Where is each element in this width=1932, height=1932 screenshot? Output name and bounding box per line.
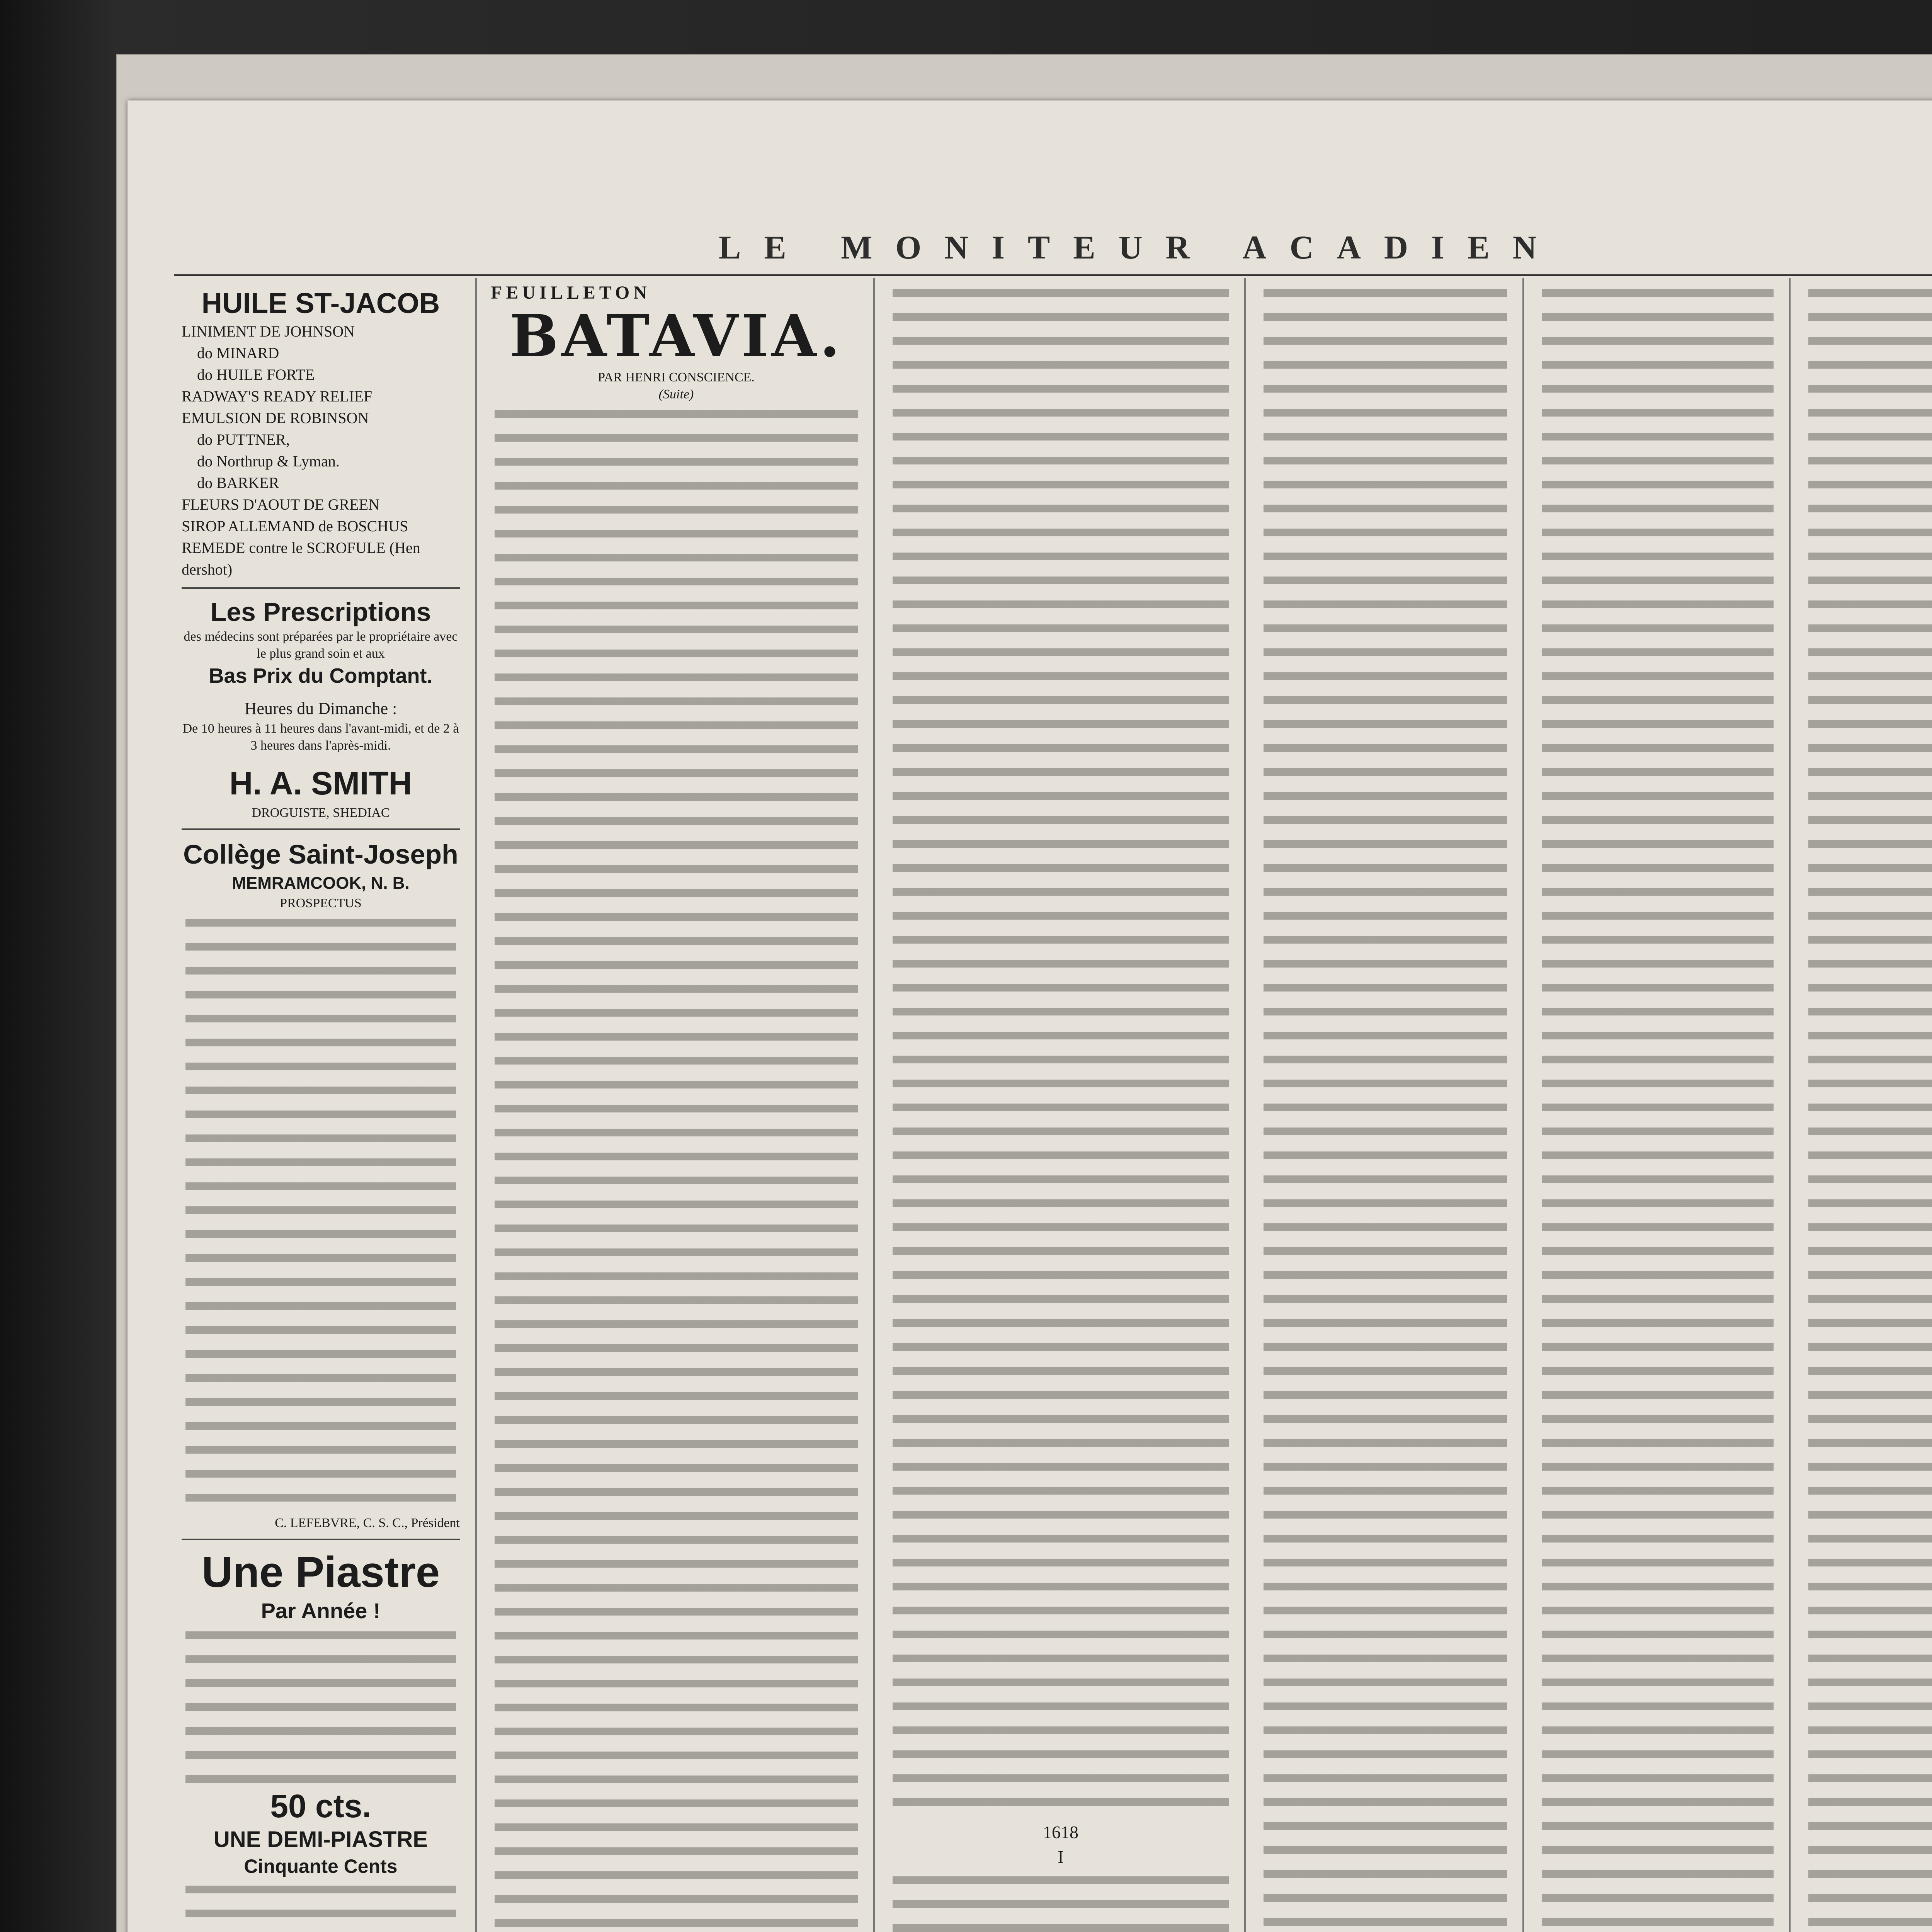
college-prospectus: PROSPECTUS: [280, 896, 362, 910]
feuilleton-text: [893, 1869, 1229, 1932]
column-rule: [1522, 278, 1524, 1932]
feuilleton-text: [1808, 282, 1932, 1932]
chapter-year: 1618: [1043, 1822, 1078, 1842]
masthead: [128, 228, 1932, 270]
hours-title: Heures du Dimanche :: [244, 699, 397, 718]
feuilleton-column-5: [1797, 278, 1932, 1932]
huile-title: HUILE ST-JACOB: [201, 287, 440, 319]
prescriptions-price: Bas Prix du Comptant.: [209, 664, 433, 687]
column-rule: [873, 278, 875, 1932]
college-sign: C. LEFEBVRE, C. S. C., Président: [275, 1516, 460, 1530]
remedy-line: SIROP ALLEMAND de BOSCHUS: [182, 517, 408, 535]
piastre-text: [185, 1624, 456, 1787]
prescriptions-title: Les Prescriptions: [210, 597, 431, 627]
newspaper-page: [128, 100, 1932, 1932]
feuilleton-author: PAR HENRI CONSCIENCE.: [598, 370, 755, 384]
college-title: Collège Saint-Joseph: [183, 839, 458, 869]
feuilleton-text: [1264, 282, 1507, 1932]
piastre-title: Une Piastre: [201, 1548, 440, 1596]
cents-title: 50 cts.: [270, 1788, 371, 1824]
column-rule: [1244, 278, 1246, 1932]
feuilleton-column-2: [881, 278, 1240, 1932]
chapter-number: I: [1058, 1847, 1064, 1867]
piastre-sub: Par Année !: [261, 1599, 381, 1623]
college-place: MEMRAMCOOK, N. B.: [232, 874, 410, 893]
column-rule: [1789, 278, 1791, 1932]
remedy-line: do PUTTNER,: [197, 431, 290, 448]
feuilleton-column-1: [483, 278, 869, 1932]
column-rule: [475, 278, 477, 1932]
remedy-line: do BARKER: [197, 474, 279, 492]
feuilleton-column-3: [1252, 278, 1519, 1932]
remedy-line: LINIMENT DE JOHNSON: [182, 323, 355, 340]
remedy-line: do HUILE FORTE: [197, 366, 315, 383]
remedy-line: REMEDE contre le SCROFULE (Hen dershot): [182, 539, 420, 578]
feuilleton-title: BATAVIA.: [509, 302, 843, 370]
feuilleton-column-4: [1530, 278, 1785, 1932]
cinquante-title: Cinquante Cents: [244, 1855, 398, 1877]
masthead-title: LE MONITEUR ACADIEN: [719, 229, 1560, 266]
feuilleton-text: [495, 403, 858, 1932]
feuilleton-text: [1542, 282, 1774, 1932]
demi-title: UNE DEMI-PIASTRE: [213, 1827, 428, 1852]
feuilleton-suite: (Suite): [658, 387, 694, 401]
feuilleton-label: FEUILLETON: [491, 282, 651, 303]
college-text: [185, 912, 456, 1515]
masthead-rule: [174, 274, 1932, 276]
pharmacist-name: H. A. SMITH: [229, 765, 412, 801]
remedy-line: do MINARD: [197, 344, 279, 362]
prescriptions-text: des médecins sont préparées par le propriétaire avec le plus grand soin et aux: [184, 629, 458, 661]
feuilleton-text: [893, 282, 1229, 1820]
hours-text: De 10 heures à 11 heures dans l'avant-midi, et de 2 à 3 heures dans l'après-midi.: [182, 721, 459, 753]
demi-text: [185, 1879, 456, 1932]
ads-column: [174, 278, 468, 1932]
pharmacist-sub: DROGUISTE, SHEDIAC: [252, 806, 390, 820]
remedy-line: FLEURS D'AOUT DE GREEN: [182, 496, 380, 513]
remedy-line: EMULSION DE ROBINSON: [182, 409, 369, 427]
remedy-line: RADWAY'S READY RELIEF: [182, 388, 372, 405]
remedy-line: do Northrup & Lyman.: [197, 452, 340, 470]
